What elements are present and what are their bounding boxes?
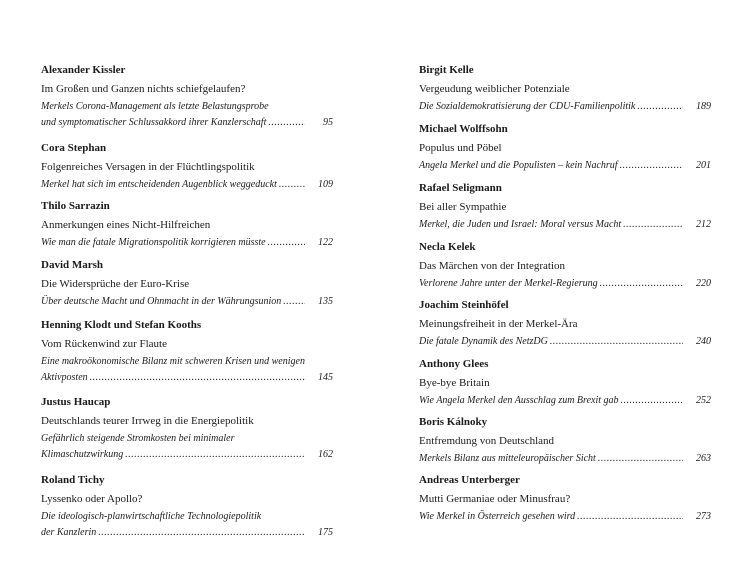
toc-subtitle-end: Merkel hat sich im entscheidenden Augenblick weggeduckt (41, 179, 277, 190)
leader-dots (550, 334, 683, 350)
toc-leader-line (419, 158, 711, 174)
leader-dots (623, 217, 683, 233)
toc-leader-line (419, 393, 711, 409)
toc-title: Deutschlands teurer Irrweg in die Energiepolitik (41, 415, 254, 427)
toc-subtitle-end: Die fatale Dynamik des NetzDG (419, 336, 548, 347)
toc-leader-line (419, 509, 711, 525)
toc-entry (41, 258, 333, 318)
page-number: 175 (318, 527, 333, 538)
toc-column-left (41, 63, 333, 551)
toc-entry (41, 141, 333, 199)
toc-title: Bei aller Sympathie (419, 201, 507, 213)
toc-title: Vom Rückenwind zur Flaute (41, 338, 167, 350)
toc-leader-line (41, 447, 333, 463)
toc-subtitle: Merkels Corona-Management als letzte Belastungsprobe (41, 101, 269, 112)
toc-author: Necla Kelek (419, 241, 476, 253)
toc-entry (419, 181, 711, 240)
leader-dots (577, 509, 683, 525)
toc-title: Im Großen und Ganzen nichts schiefgelaufen? (41, 83, 246, 95)
toc-subtitle-end: Klimaschutzwirkung (41, 449, 124, 460)
toc-title: Lyssenko oder Apollo? (41, 493, 143, 505)
toc-title: Meinungsfreiheit in der Merkel-Ära (419, 318, 578, 330)
toc-subtitle-end: Merkels Bilanz aus mitteleuropäischer Sicht (419, 453, 596, 464)
toc-leader-line (419, 451, 711, 467)
toc-title: Vergeudung weiblicher Potenziale (419, 83, 570, 95)
toc-leader-line (41, 235, 333, 251)
leader-dots (600, 276, 683, 292)
toc-leader-line (419, 217, 711, 233)
toc-author: Michael Wolffsohn (419, 123, 508, 135)
toc-leader-line (41, 177, 333, 193)
page-number: 201 (696, 160, 711, 171)
toc-title: Folgenreiches Versagen in der Flüchtlingspolitik (41, 161, 255, 173)
toc-leader-line (41, 525, 333, 541)
leader-dots (90, 370, 305, 386)
page-number: 135 (318, 296, 333, 307)
page-number: 122 (318, 237, 333, 248)
toc-author: Rafael Seligmann (419, 182, 502, 194)
toc-subtitle-end: Aktivposten (41, 372, 88, 383)
toc-entry (41, 473, 333, 551)
toc-entry (419, 357, 711, 415)
page-number: 252 (696, 395, 711, 406)
toc-subtitle: Eine makroökonomische Bilanz mit schweren Krisen und wenigen (41, 356, 305, 367)
toc-subtitle-end: Wie man die fatale Migrationspolitik korrigieren müsste (41, 237, 266, 248)
toc-subtitle-end: Merkel, die Juden und Israel: Moral versus Macht (419, 219, 622, 230)
toc-subtitle-end: Die Sozialdemokratisierung der CDU-Familienpolitik (419, 101, 636, 112)
toc-author: Justus Haucap (41, 396, 111, 408)
toc-entry (41, 63, 333, 141)
leader-dots (621, 393, 684, 409)
toc-column-right (419, 63, 711, 531)
page-number: 145 (318, 372, 333, 383)
toc-entry (419, 473, 711, 531)
page-number: 240 (696, 336, 711, 347)
toc-author: Roland Tichy (41, 474, 105, 486)
toc-subtitle-end: Verlorene Jahre unter der Merkel-Regierung (419, 278, 598, 289)
page-number: 189 (696, 101, 711, 112)
toc-author: Andreas Unterberger (419, 474, 520, 486)
toc-subtitle-end: Wie Merkel in Österreich gesehen wird (419, 511, 576, 522)
toc-subtitle: Gefährlich steigende Stromkosten bei minimaler (41, 433, 235, 444)
toc-entry (41, 199, 333, 258)
toc-entry (419, 298, 711, 357)
toc-entry (41, 395, 333, 473)
toc-subtitle: Die ideologisch-planwirtschaftliche Technologiepolitik (41, 511, 262, 522)
toc-title: Anmerkungen eines Nicht-Hilfreichen (41, 219, 211, 231)
toc-entry (419, 415, 711, 473)
toc-author: Anthony Glees (419, 358, 489, 370)
toc-subtitle-end: Über deutsche Macht und Ohnmacht in der Währungsunion (41, 296, 282, 307)
leader-dots (125, 447, 305, 463)
toc-title: Das Märchen von der Integration (419, 260, 566, 272)
page-number: 220 (696, 278, 711, 289)
toc-entry (419, 122, 711, 181)
toc-subtitle-end: Wie Angela Merkel den Ausschlag zum Brexit gab (419, 395, 619, 406)
leader-dots (598, 451, 683, 467)
toc-leader-line (41, 370, 333, 386)
toc-entry (41, 318, 333, 383)
toc-author: Boris Kálnoky (419, 416, 488, 428)
toc-title: Populus und Pöbel (419, 142, 502, 154)
page-number: 263 (696, 453, 711, 464)
leader-dots (268, 115, 305, 131)
toc-author: Thilo Sarrazin (41, 200, 110, 212)
page-number: 212 (696, 219, 711, 230)
leader-dots (268, 235, 305, 251)
leader-dots (283, 294, 305, 310)
toc-subtitle-end: Angela Merkel und die Populisten – kein Nachruf (419, 160, 618, 171)
toc-author: Henning Klodt und Stefan Kooths (41, 319, 202, 331)
page-number: 162 (318, 449, 333, 460)
toc-entry (419, 240, 711, 298)
toc-author: Birgit Kelle (419, 64, 474, 76)
toc-title: Die Widersprüche der Euro-Krise (41, 278, 190, 290)
leader-dots (279, 177, 305, 193)
toc-title: Bye-bye Britain (419, 377, 490, 389)
toc-leader-line (41, 115, 333, 131)
page-number: 95 (323, 117, 333, 128)
leader-dots (98, 525, 305, 541)
toc-author: Joachim Steinhöfel (419, 299, 509, 311)
toc-title: Entfremdung von Deutschland (419, 435, 555, 447)
toc-author: David Marsh (41, 259, 104, 271)
toc-entry (419, 63, 711, 122)
toc-author: Alexander Kissler (41, 64, 126, 76)
leader-dots (620, 158, 683, 174)
leader-dots (637, 99, 683, 115)
toc-title: Mutti Germaniae oder Minusfrau? (419, 493, 571, 505)
toc-leader-line (419, 334, 711, 350)
toc-subtitle-end: der Kanzlerin (41, 527, 97, 538)
toc-leader-line (419, 99, 711, 115)
toc-leader-line (41, 294, 333, 310)
toc-leader-line (419, 276, 711, 292)
page-number: 109 (318, 179, 333, 190)
toc-author: Cora Stephan (41, 142, 107, 154)
page-number: 273 (696, 511, 711, 522)
toc-subtitle-end: und symptomatischer Schlussakkord ihrer Kanzlerschaft (41, 117, 267, 128)
